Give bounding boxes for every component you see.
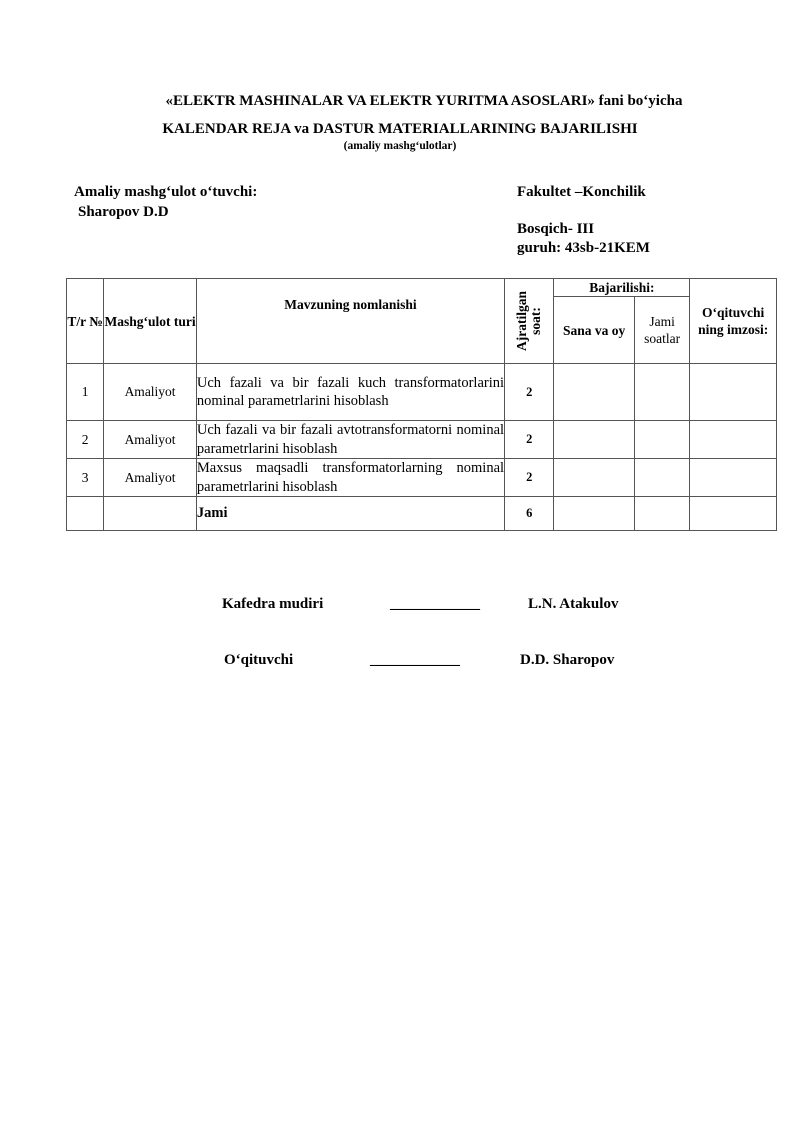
total-type-cell	[104, 497, 197, 531]
document-title-line2: KALENDAR REJA va DASTUR MATERIALLARINING BAJARILISHI	[162, 121, 638, 137]
header-date	[554, 297, 635, 364]
teacher-signature-label: O‘qituvchi	[224, 652, 294, 668]
row-topic: Maxsus maqsadli transformatorlarning nominal parametrlarini hisoblash	[196, 460, 505, 495]
row-hours: 2	[505, 459, 554, 497]
header-topic-text: Mavzuning nomlanishi	[284, 297, 417, 312]
header-type-text: Mashg‘ulot turi	[104, 313, 196, 329]
header-signature	[690, 279, 777, 364]
header-signature-text: O‘qituvchi ning imzosi:	[698, 305, 769, 337]
row-signature-cell	[690, 459, 777, 497]
row-date-cell	[554, 421, 635, 459]
header-topic	[196, 279, 504, 364]
document-subtitle: (amaliy mashg‘ulotlar)	[343, 140, 457, 152]
row-number: 1	[67, 364, 104, 421]
header-total-hours	[634, 297, 689, 364]
table-row	[67, 364, 777, 421]
head-of-department-name: L.N. Atakulov	[528, 596, 619, 612]
group-label: guruh: 43sb-21KEM	[517, 240, 650, 256]
faculty-label: Fakultet –Konchilik	[517, 184, 646, 200]
row-type: Amaliyot	[104, 364, 197, 421]
header-allocated	[505, 279, 554, 364]
row-hours: 2	[505, 364, 554, 421]
header-number	[67, 279, 104, 364]
table-row	[67, 421, 777, 459]
header-allocated-text: Ajratilgan soat:	[514, 291, 544, 351]
table-row	[67, 459, 777, 497]
total-total-cell	[634, 497, 689, 531]
total-label: Jami	[196, 497, 504, 531]
head-signature-line: ____________	[390, 596, 480, 612]
total-number-cell	[67, 497, 104, 531]
header-execution	[554, 279, 690, 297]
row-total-cell	[634, 459, 689, 497]
total-signature-cell	[690, 497, 777, 531]
header-execution-text: Bajarilishi:	[589, 279, 655, 295]
header-date-text: Sana va oy	[563, 322, 626, 338]
stage-label: Bosqich- III	[517, 221, 595, 237]
teacher-name: Sharopov D.D	[78, 204, 169, 220]
total-date-cell	[554, 497, 635, 531]
teacher-signature-line: ____________	[370, 652, 460, 668]
calendar-plan-table	[66, 278, 777, 531]
header-type	[104, 279, 197, 364]
row-signature-cell	[690, 421, 777, 459]
total-hours: 6	[505, 497, 554, 531]
document-title-line1: «ELEKTR MASHINALAR VA ELEKTR YURITMA ASOSLARI» fani bo‘yicha	[165, 93, 683, 109]
row-signature-cell	[690, 364, 777, 421]
row-topic: Uch fazali va bir fazali avtotransformatorni nominal parametrlarini hisoblash	[196, 422, 505, 457]
row-total-cell	[634, 421, 689, 459]
row-date-cell	[554, 364, 635, 421]
row-total-cell	[634, 364, 689, 421]
row-number: 3	[67, 459, 104, 497]
row-type: Amaliyot	[104, 421, 197, 459]
header-total-hours-text: Jami soatlar	[644, 314, 681, 347]
row-number: 2	[67, 421, 104, 459]
row-type: Amaliyot	[104, 459, 197, 497]
row-topic: Uch fazali va bir fazali kuch transformatorlarini nominal parametrlarini hisoblash	[196, 364, 504, 421]
head-of-department-label: Kafedra mudiri	[222, 596, 324, 612]
teacher-signature-name: D.D. Sharopov	[520, 652, 615, 668]
header-number-text: T/r №	[67, 313, 103, 329]
row-date-cell	[554, 459, 635, 497]
teacher-label: Amaliy mashg‘ulot o‘tuvchi:	[74, 184, 258, 200]
table-total-row	[67, 497, 777, 531]
row-hours: 2	[505, 421, 554, 459]
